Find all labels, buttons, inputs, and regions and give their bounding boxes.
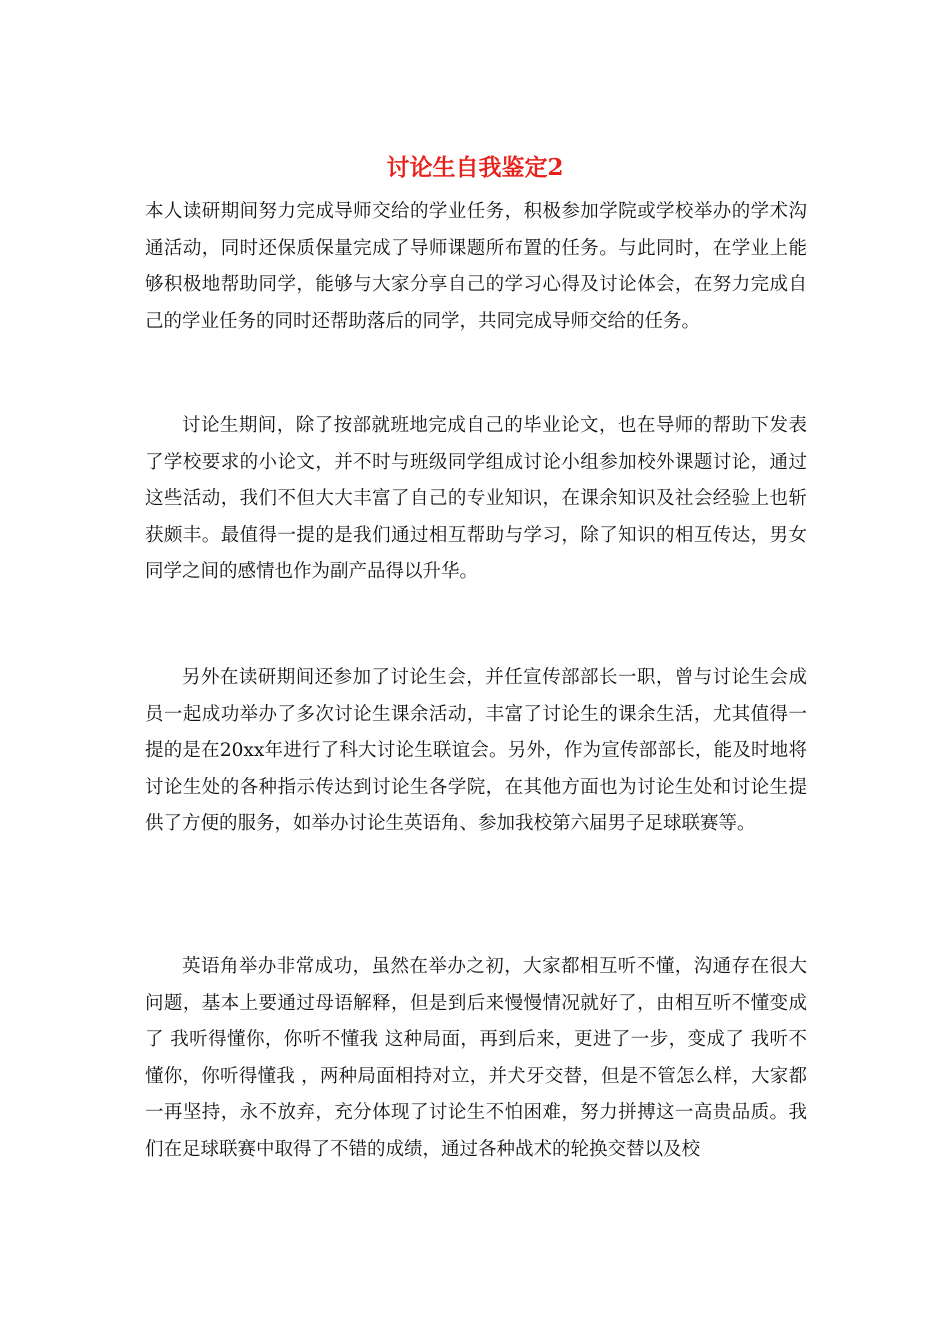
paragraph-1: 本人读研期间努力完成导师交给的学业任务，积极参加学院或学校举办的学术沟通活动，同时还保质保量完成了导师课题所布置的任务。与此同时，在学业上能够积极地帮助同学，能够与大家分享自己的学习心得及讨论体会，在努力完成自己的学业任务的同时还帮助落后的同学，共同完成导师交给的任务。 xyxy=(145,201,807,332)
paragraph-2: 讨论生期间，除了按部就班地完成自己的毕业论文，也在导师的帮助下发表了学校要求的小论文，并不时与班级同学组成讨论小组参加校外课题讨论，通过这些活动，我们不但大大丰富了自己的专业知识，在课余知识及社会经验上也斩获颇丰。最值得一提的是我们通过相互帮助与学习，除了知识的相互传达，男女同学之间的感情也作为副产品得以升华。 xyxy=(145,415,807,582)
document-title: 讨论生自我鉴定2 xyxy=(386,154,564,181)
paragraph-4: 英语角举办非常成功，虽然在举办之初，大家都相互听不懂，沟通存在很大问题，基本上要通过母语解释，但是到后来慢慢情况就好了，由相互听不懂变成了 我听得懂你，你听不懂我 这种局面，再到后来，更进了一步，变成了 我听不懂你，你听得懂我 ，两种局面相持对立，并犬牙交替，但是不管怎么样，大家都一再坚持，永不放弃，充分体现了讨论生不怕困难，努力拼搏这一高贵品质。我们在足球联赛中取得了不错的成绩，通过各种战术的轮换交替以及校 xyxy=(145,956,807,1160)
paragraph-3: 另外在读研期间还参加了讨论生会，并任宣传部部长一职，曾与讨论生会成员一起成功举办了多次讨论生课余活动，丰富了讨论生的课余生活，尤其值得一提的是在20xx年进行了科大讨论生联谊会。另外，作为宣传部部长，能及时地将讨论生处的各种指示传达到讨论生各学院，在其他方面也为讨论生处和讨论生提供了方便的服务，如举办讨论生英语角、参加我校第六届男子足球联赛等。 xyxy=(145,667,807,834)
